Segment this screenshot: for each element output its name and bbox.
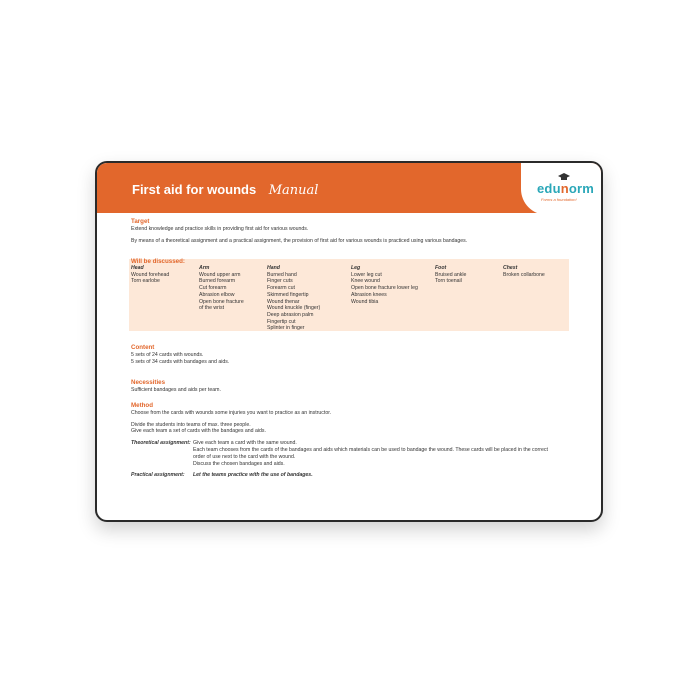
target-line-1: Extend knowledge and practice skills in providing first aid for various wounds. [131,225,309,232]
theoretical-assignment: Theoretical assignment: Give each team a card with the same wound. Each team chooses from the cards of the bandages and aids which materials can be used to bandage the wound. These cards will be placed in the correct order of use next to the card with the wound. Discuss the chosen bandages and aids. [131,440,548,467]
necessities-heading: Necessities [131,379,166,386]
discussed-heading: Will be discussed: [131,258,185,265]
practical-text: Let the teams practice with the use of bandages. [193,472,313,479]
logo-tagline: Forms a foundation! [541,197,577,202]
theoretical-label: Theoretical assignment: [131,440,191,447]
column-foot: Foot Bruised ankle Torn toenail [435,265,467,285]
discussed-panel [129,259,569,331]
column-chest: Chest Broken collarbone [503,265,545,278]
content-section [131,345,576,365]
page-title: First aid for wounds [132,182,257,197]
method-line-1: Choose from the cards with wounds some injuries you want to practice as an instructor. [131,409,332,416]
practical-assignment [131,472,576,479]
column-leg: Leg Lower leg cut Knee wound Open bone fracture lower leg Abrasion knees Wound tibia [351,265,418,305]
practical-label: Practical assignment: [131,472,185,479]
target-heading: Target [131,218,150,225]
column-hand: Hand Burned hand Finger cuts Forearm cut Skimmed fingertip Wound thenar Wound knuckle (finger) Deep abrasion palm Fingertip cut Splinter in finger [267,265,321,332]
target-line-2: By means of a theoretical assignment and a practical assignment, the provision of first aid for various wounds is practiced using various bandages. [131,237,468,244]
logo [521,163,601,215]
title-group [132,181,318,199]
manual-card [95,161,603,522]
logo-wordmark: edunorm [537,181,595,196]
method-line-2: Divide the students into teams of max. three people. [131,421,251,428]
content-line-2: 5 sets of 34 cards with bandages and aids. [131,358,230,365]
target-section [131,219,581,244]
page-subtitle: Manual [268,183,319,198]
content-heading: Content [131,344,155,351]
column-head: Head Wound forehead Torn earlobe [131,265,170,285]
necessities-section [131,380,576,394]
content-line-1: 5 sets of 24 cards with wounds. [131,351,204,358]
column-arm: Arm Wound upper arm Burned forearm Cut forearm Abrasion elbow Open bone fracture of the wrist [199,265,244,312]
necessities-line-1: Sufficient bandages and aids per team. [131,386,221,393]
method-line-3: Give each team a set of cards with the bandages and aids. [131,428,266,435]
method-heading: Method [131,402,153,409]
method-section [131,403,576,479]
header-bar [97,163,601,213]
